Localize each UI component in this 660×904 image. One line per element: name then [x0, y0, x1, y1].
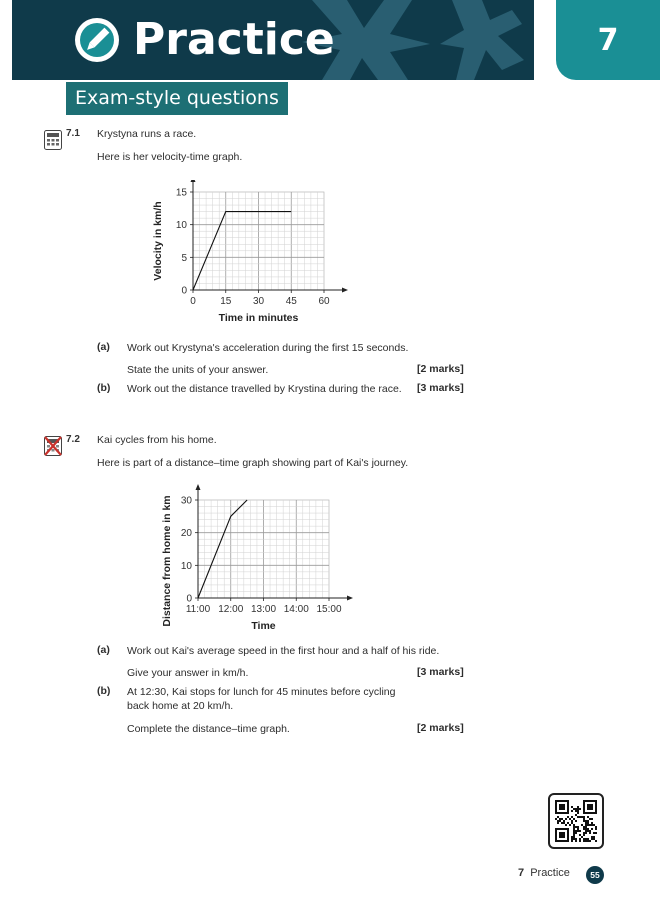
y-tick-label: 30 — [180, 495, 192, 507]
x-axis-label: Time — [251, 620, 276, 632]
qr-module — [589, 830, 591, 832]
qr-module — [575, 814, 577, 816]
marks-label: [3 marks] — [417, 382, 464, 394]
qr-module — [573, 832, 575, 834]
qr-module — [573, 830, 575, 832]
qr-module — [589, 824, 591, 826]
qr-module — [567, 822, 569, 824]
qr-module — [587, 840, 589, 842]
qr-module — [561, 822, 563, 824]
y-tick-label: 20 — [180, 528, 192, 540]
qr-module — [559, 820, 561, 822]
footer-chapter-number: 7 — [518, 867, 525, 879]
qr-module — [571, 820, 573, 822]
y-tick-label: 0 — [186, 593, 192, 605]
qr-module — [585, 828, 587, 830]
qr-module — [595, 832, 597, 834]
x-tick-label: 60 — [318, 296, 330, 307]
qr-module — [579, 830, 581, 832]
qr-module — [585, 840, 587, 842]
y-tick-label: 0 — [181, 285, 187, 297]
qr-module — [587, 824, 589, 826]
qr-module — [579, 834, 581, 836]
y-tick-label: 10 — [175, 220, 187, 232]
x-tick-label: 45 — [285, 296, 297, 307]
no-calculator-icon — [44, 436, 62, 456]
marks-label: [3 marks] — [417, 666, 464, 678]
qr-module — [573, 828, 575, 830]
qr-module — [589, 832, 591, 834]
qr-module — [577, 828, 579, 830]
x-tick-label: 0 — [190, 296, 196, 307]
qr-module — [583, 816, 585, 818]
qr-module — [575, 830, 577, 832]
qr-module — [585, 830, 587, 832]
x-tick-label: 15 — [220, 296, 232, 307]
qr-module — [591, 836, 593, 838]
part-label: (b) — [97, 382, 111, 394]
qr-module — [571, 840, 573, 842]
qr-module — [565, 818, 567, 820]
qr-module — [591, 828, 593, 830]
qr-module — [589, 818, 591, 820]
qr-module — [575, 838, 577, 840]
page-title: Practice — [133, 14, 335, 65]
question-text: Here is her velocity-time graph. — [97, 151, 243, 163]
qr-module — [571, 806, 573, 808]
qr-module — [591, 818, 593, 820]
part-text: At 12:30, Kai stops for lunch for 45 minutes before cycling — [127, 686, 396, 698]
qr-module — [583, 820, 585, 822]
qr-module — [567, 816, 569, 818]
part-label: (b) — [97, 685, 111, 697]
footer-label — [518, 867, 570, 879]
qr-module — [593, 836, 595, 838]
qr-module — [583, 838, 585, 840]
qr-module — [577, 812, 579, 814]
qr-module — [573, 838, 575, 840]
qr-module — [585, 824, 587, 826]
qr-module — [571, 816, 573, 818]
qr-module — [571, 822, 573, 824]
qr-module — [563, 820, 565, 822]
marks-label: [2 marks] — [417, 363, 464, 375]
x-axis-label: Time in minutes — [218, 312, 299, 324]
page-number: 55 — [586, 866, 604, 884]
qr-module — [577, 810, 579, 812]
qr-module — [579, 816, 581, 818]
distance-time-graph — [150, 482, 360, 634]
marks-label: [2 marks] — [417, 722, 464, 734]
qr-module — [581, 824, 583, 826]
qr-module — [587, 822, 589, 824]
qr-module — [583, 826, 585, 828]
y-axis-label: Velocity in km/h — [152, 201, 164, 281]
qr-module — [563, 822, 565, 824]
qr-module — [571, 836, 573, 838]
y-tick-label: 10 — [180, 560, 192, 572]
qr-module — [557, 820, 559, 822]
part-label: (a) — [97, 644, 110, 656]
qr-module — [575, 832, 577, 834]
qr-module — [595, 840, 597, 842]
qr-module — [591, 822, 593, 824]
qr-module — [585, 832, 587, 834]
qr-module — [573, 826, 575, 828]
x-tick-label: 15:00 — [316, 604, 342, 615]
qr-module — [561, 818, 563, 820]
qr-module — [587, 816, 589, 818]
qr-module — [557, 816, 559, 818]
x-tick-label: 12:00 — [218, 604, 244, 615]
y-axis-arrow — [196, 484, 201, 490]
question-text: Kai cycles from his home. — [97, 434, 217, 446]
qr-module — [593, 824, 595, 826]
qr-module — [593, 832, 595, 834]
qr-module — [575, 810, 577, 812]
qr-module — [577, 826, 579, 828]
question-text: Krystyna runs a race. — [97, 128, 197, 140]
part-label: (a) — [97, 341, 110, 353]
y-tick-label: 15 — [175, 187, 187, 199]
qr-module — [565, 824, 567, 826]
qr-module — [583, 818, 585, 820]
velocity-time-graph — [150, 180, 360, 332]
qr-module — [583, 834, 585, 836]
question-number: 7.2 — [66, 434, 80, 445]
header-banner — [12, 0, 534, 80]
qr-module — [573, 824, 575, 826]
qr-module — [575, 840, 577, 842]
y-axis-arrow — [191, 180, 196, 182]
qr-module — [569, 824, 571, 826]
qr-module — [595, 826, 597, 828]
qr-module — [577, 830, 579, 832]
qr-module — [585, 820, 587, 822]
part-text: Work out Krystyna's acceleration during the first 15 seconds. — [127, 342, 409, 354]
part-text: Give your answer in km/h. — [127, 667, 249, 679]
part-text: Work out the distance travelled by Krystina during the race. — [127, 383, 402, 395]
qr-finder — [559, 832, 565, 838]
qr-module — [581, 836, 583, 838]
qr-module — [573, 818, 575, 820]
qr-module — [573, 836, 575, 838]
x-tick-label: 30 — [252, 296, 265, 307]
qr-module — [591, 824, 593, 826]
x-axis-arrow — [347, 596, 353, 601]
qr-module — [575, 808, 577, 810]
pencil-icon — [74, 17, 120, 63]
part-text: back home at 20 km/h. — [127, 700, 234, 712]
chapter-number-tab: 7 — [556, 0, 660, 80]
x-tick-label: 11:00 — [185, 604, 211, 615]
x-axis-arrow — [342, 288, 348, 293]
part-text: Complete the distance–time graph. — [127, 723, 290, 735]
qr-module — [571, 810, 573, 812]
qr-module — [579, 840, 581, 842]
qr-module — [585, 826, 587, 828]
qr-module — [583, 840, 585, 842]
x-tick-label: 13:00 — [250, 604, 277, 615]
qr-module — [577, 806, 579, 808]
qr-module — [585, 822, 587, 824]
calculator-icon — [44, 130, 62, 150]
qr-module — [581, 816, 583, 818]
qr-finder — [559, 804, 565, 810]
qr-module — [593, 838, 595, 840]
qr-module — [569, 818, 571, 820]
qr-module — [575, 826, 577, 828]
qr-module — [595, 828, 597, 830]
qr-module — [555, 818, 557, 820]
y-axis-label: Distance from home in km — [161, 495, 173, 627]
footer-section-name: Practice — [530, 867, 570, 879]
qr-module — [587, 820, 589, 822]
qr-module — [573, 808, 575, 810]
x-tick-label: 14:00 — [283, 604, 309, 615]
qr-module — [579, 838, 581, 840]
question-number: 7.1 — [66, 128, 80, 139]
qr-module — [587, 838, 589, 840]
qr-module — [577, 808, 579, 810]
qr-module — [589, 840, 591, 842]
qr-module — [571, 838, 573, 840]
qr-module — [557, 822, 559, 824]
section-subheading: Exam-style questions — [66, 82, 288, 115]
qr-code[interactable] — [548, 793, 604, 849]
qr-module — [577, 816, 579, 818]
question-text: Here is part of a distance–time graph showing part of Kai's journey. — [97, 457, 409, 469]
part-text: Work out Kai's average speed in the first hour and a half of his ride. — [127, 645, 440, 657]
qr-module — [587, 830, 589, 832]
qr-code-pattern — [550, 795, 602, 847]
qr-finder — [587, 804, 593, 810]
qr-module — [583, 828, 585, 830]
qr-module — [575, 820, 577, 822]
part-text: State the units of your answer. — [127, 364, 269, 376]
qr-module — [587, 828, 589, 830]
qr-module — [583, 832, 585, 834]
qr-module — [579, 808, 581, 810]
qr-module — [585, 838, 587, 840]
y-tick-label: 5 — [181, 252, 187, 264]
qr-module — [573, 834, 575, 836]
qr-module — [559, 818, 561, 820]
qr-module — [591, 838, 593, 840]
